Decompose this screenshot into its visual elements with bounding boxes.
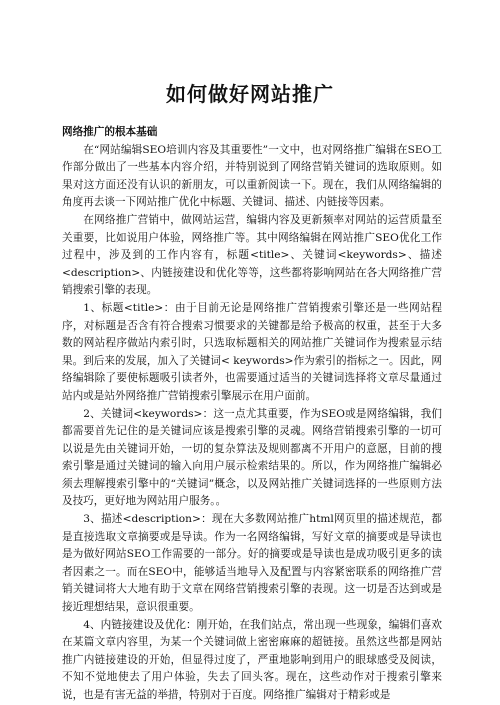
section-heading: 网络推广的根本基础 [62, 126, 158, 138]
article-body [62, 124, 442, 705]
paragraph-internal-links: 4、内链接建设及优化：刚开始，在我们站点，常出现一些现象，编辑们喜欢在某篇文章内容里，为某一个关键词做上密密麻麻的超链接。虽然这些都是网站推广内链接建设的开始，但显得过度了，严重地影响到用户的眼球感受及阅读，不知不觉地使去了用户体验，失去了回头客。现在，这些动作对于搜索引擎来说，也是有害无益的举措，特别对于百度。网络推广编辑对于精彩或是 [62, 618, 442, 701]
paragraph-intro: 在“网站编辑SEO培训内容及其重要性”一文中，也对网络推广编辑在SEO工作部分做出了一些基本内容介绍，并特别说到了网络营销关键词的选取原则。如果对这方面还没有认识的新朋友，可以重新阅读一下。现在，我们从网络编辑的角度再去谈一下网站推广优化中标题、关键词、描述、内链接等因素。 [62, 143, 442, 209]
page-title: 如何做好网站推广 [166, 82, 334, 106]
paragraph-overview: 在网络推广营销中，做网站运营，编辑内容及更新频率对网站的运营质量至关重要，比如说用户体验，网络推广等。其中网络编辑在网站推广SEO优化工作过程中，涉及到的工作内容有，标题<title>、关键词<keywords>、描述<description>、内链接建设和优化等等，这些都将影响网站在各大网络推广营销搜索引擎的表现。 [62, 213, 442, 297]
paragraph-title-tag: 1、标题<title>：由于目前无论是网络推广营销搜索引擎还是一些网站程序，对标题是否含有符合搜索习惯要求的关键都是给予极高的权重，甚至于大多数的网站程序做站内索引时，只选取标题相关的网站推广关键词作为搜索显示结果。到后来的发展，加入了关键词< keywords>作为索引的指标之一。因此，网络编辑除了要使标题吸引读者外，也需要通过适当的关键词选择将文章尽量通过站内或是站外网络推广营销搜索引擎展示在用户面前。 [62, 301, 442, 402]
paragraph-keywords: 2、关键词<keywords>：这一点尤其重要，作为SEO或是网络编辑，我们都需要首先记住的是关键词应该是搜索引擎的灵魂。网络营销搜索引擎的一切可以说是先由关键词开始，一切的复杂算法及规则都离不开用户的意愿，目前的搜索引擎是通过关键词的输入向用户展示检索结果的。所以，作为网络推广编辑必须去理解搜索引擎中的“关键词”概念，以及网站推广关键词选择的一些原则方法及技巧，更好地为网站用户服务。。 [62, 407, 442, 508]
paragraph-description: 3、描述<description>：现在大多数网站推广html网页里的描述规范，都是直接选取文章摘要或是导读。作为一名网络编辑，写好文章的摘要或是导读也是为做好网站SEO工作需要的一部分。好的摘要或是导读也是成功吸引更多的读者因素之一。而在SEO中，能够适当地导入及配置与内容紧密联系的网络推广营销关键词将大大地有助于文章在网络营销搜索引擎的表现。这一切是否达到或是接近理想结果，意识很重要。 [62, 513, 442, 614]
